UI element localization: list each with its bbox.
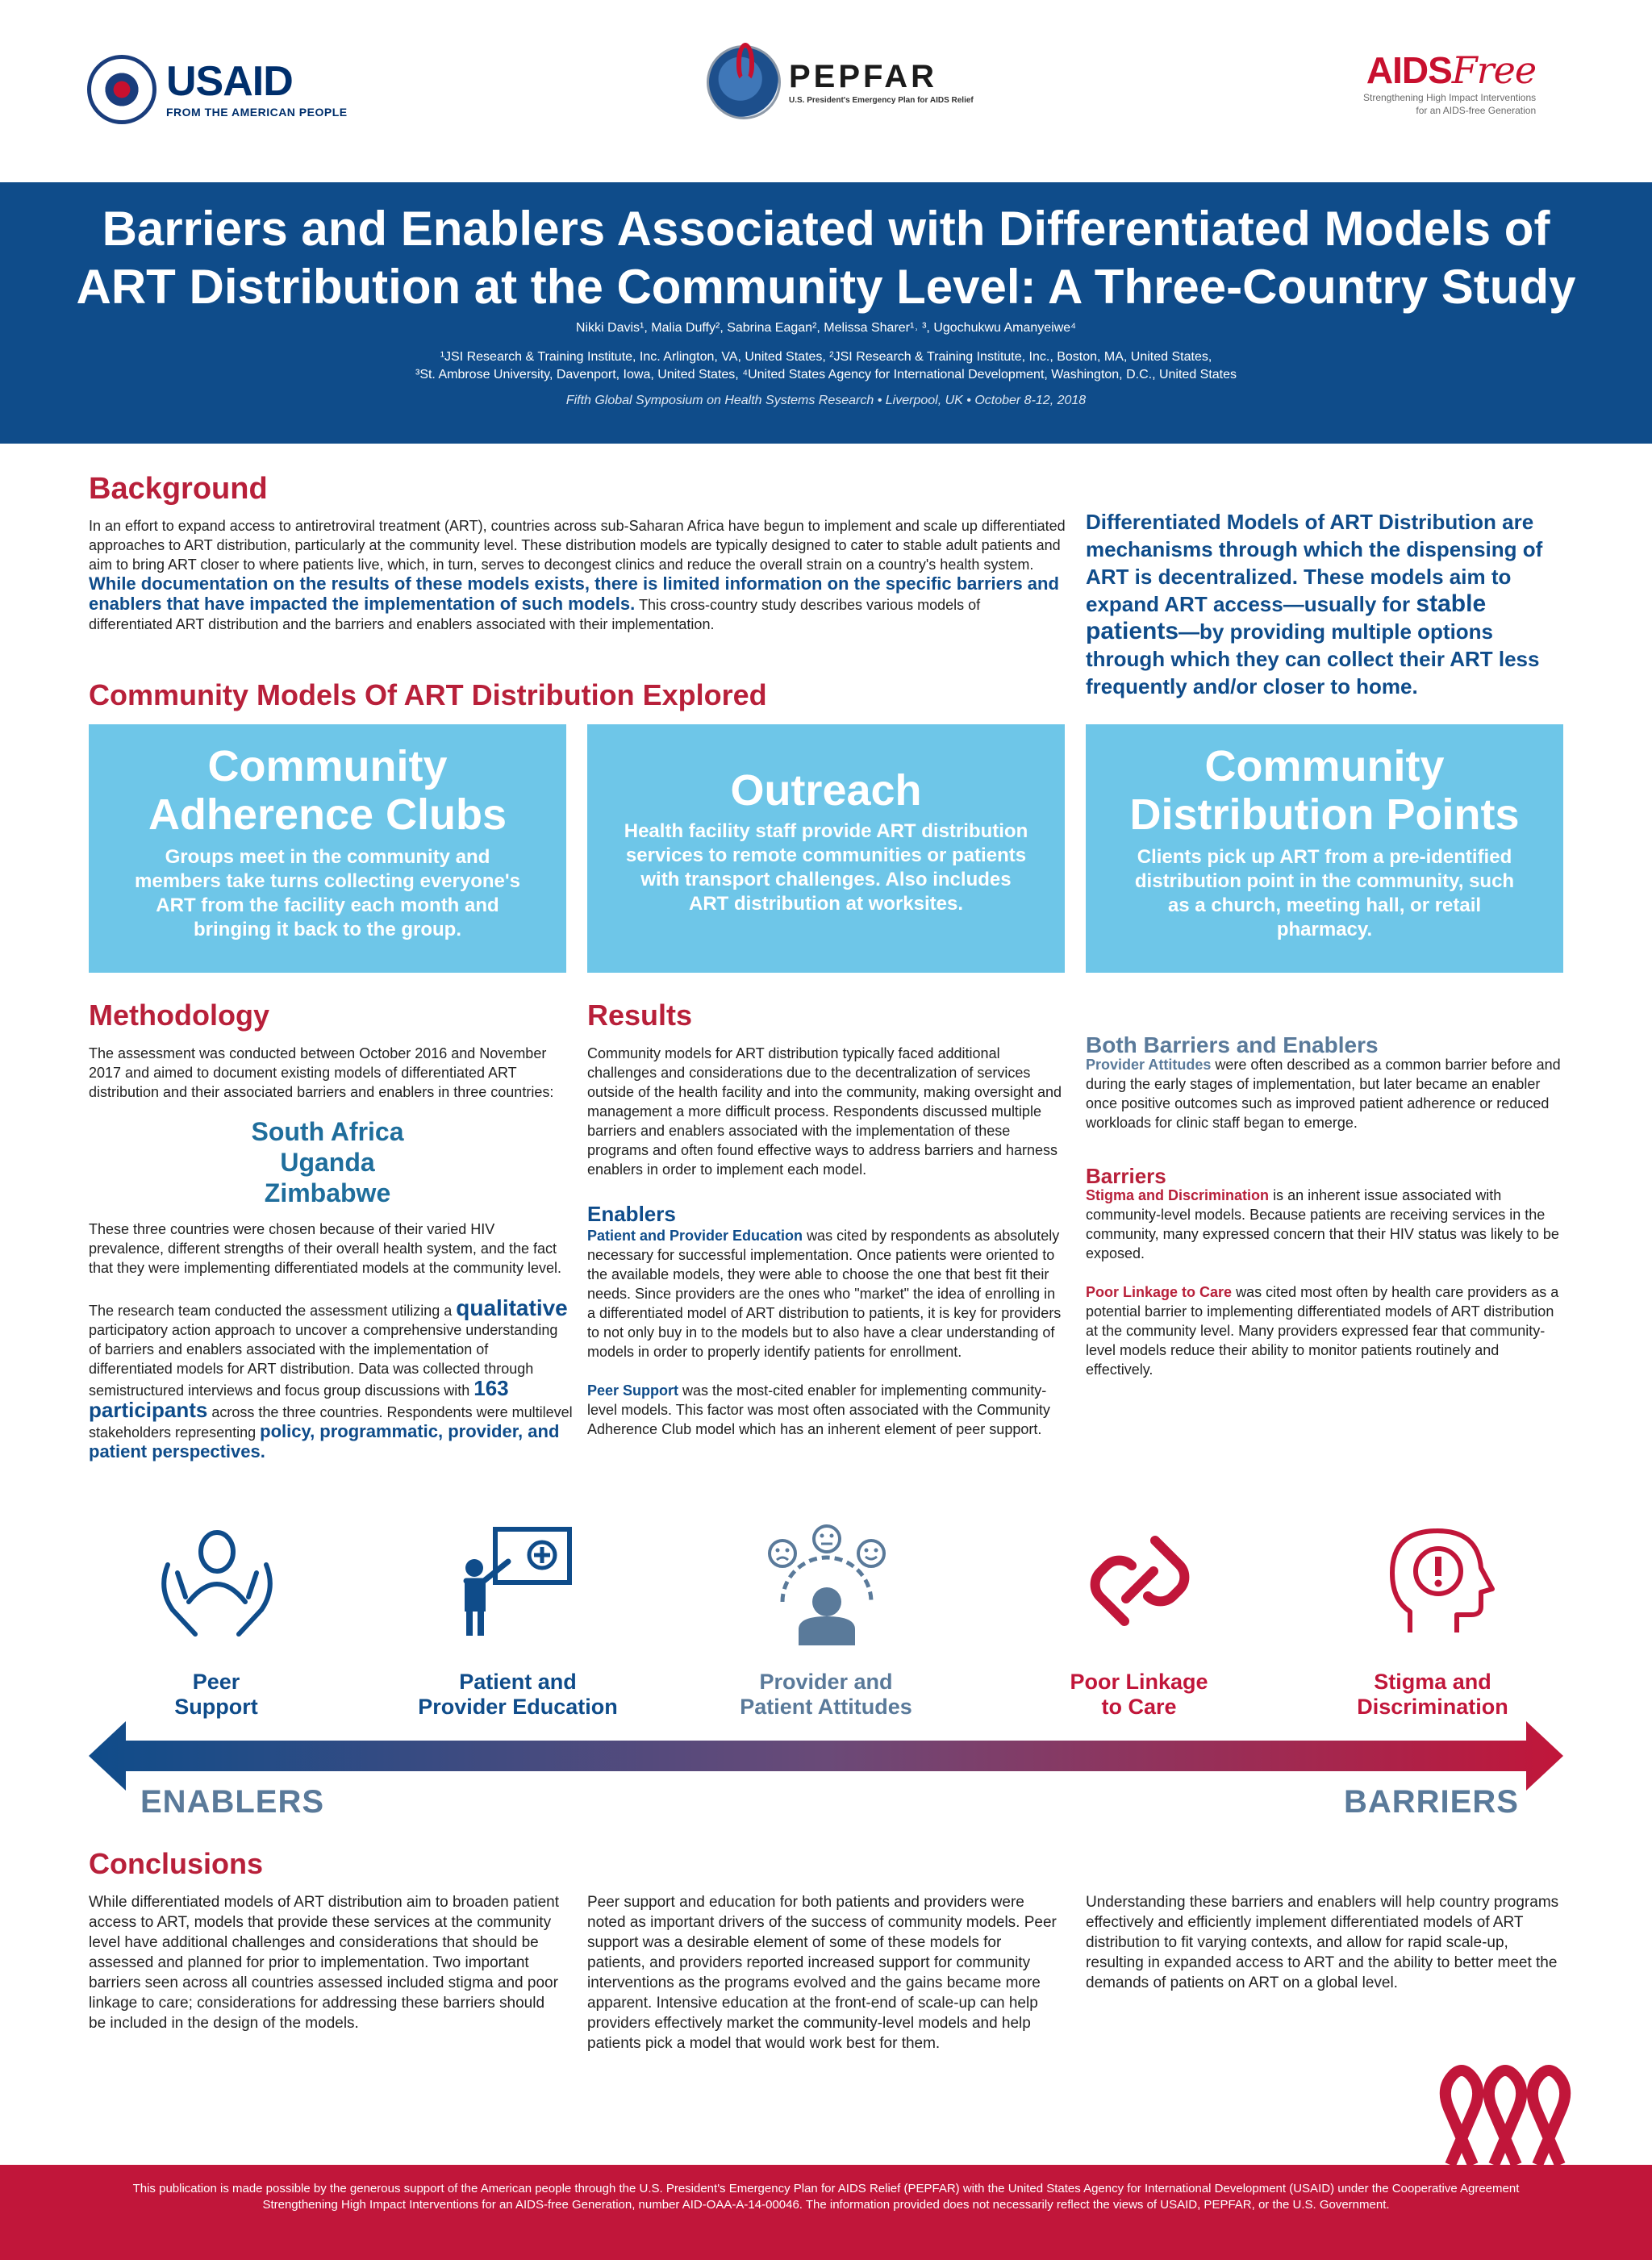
enablers-barriers-arrow [89,1721,1563,1791]
icon-label-attitudes [705,1670,947,1720]
country-south-africa: South Africa [251,1117,404,1146]
both-text: were often described as a common barrier before and during the early stages of implementation, but later became an enabler once positive outcomes such as improved patient adherence or reduced workloads for clinic staff began to emerge. [1086,1057,1561,1131]
enablers-block [587,1202,1063,1439]
model-title-line-2: Adherence Clubs [148,790,507,839]
model-title [89,742,566,839]
methodology-text-3c: across the three countries. Respondents were multilevel stakeholders representing [89,1404,573,1441]
background-text-a: In an effort to expand access to antiretroviral treatment (ART), countries across sub-Saharan Africa have begun to implement and scale up differentiated approaches to ART distribution, particularly at the community level. These distribution models are typically designed to cater to stable adult patients and aim to bring ART closer to where patients live, which, in turn, serves to decongest clinics and reduce the overall strain on a country's health system. [89,518,1066,573]
aidsfree-name-b: Free [1451,48,1537,92]
methodology-text-3 [89,1295,573,1462]
head-alert-icon [1362,1524,1515,1637]
title-line-2: ART Distribution at the Community Level: A Three-Country Study [76,260,1576,314]
perspectives-highlight: policy, programmatic, provider, and patient perspectives. [89,1421,560,1461]
affiliations [0,348,1652,384]
affiliation-line-2: ³St. Ambrose University, Davenport, Iowa, United States, ⁴United States Agency for International Development, Washington, D.C., United States [415,368,1237,382]
enabler-education-keyword: Patient and Provider Education [587,1228,803,1244]
funding-footer [0,2165,1652,2260]
barrier-stigma-keyword: Stigma and Discrimination [1086,1187,1270,1203]
icon-label-education [397,1670,639,1720]
icon-label-peer-support [95,1670,337,1720]
background-callout [1086,508,1570,700]
model-title-line-1: Community [1204,742,1445,790]
icon-label-line-1: Poor Linkage [1070,1670,1208,1694]
enabler-peer-support [587,1381,1063,1439]
icon-label-line-2: Discrimination [1357,1695,1508,1719]
methodology-text-2: These three countries were chosen because of their varied HIV prevalence, different strengths of their overall health system, and the fact that they were implementing differentiated models at the community level. [89,1221,561,1276]
both-provider-attitudes [1086,1055,1570,1132]
enabler-education [587,1226,1063,1361]
usaid-name: USAID [166,58,293,105]
poster-title [0,200,1652,316]
background-heading: Background [89,472,268,506]
conclusions-col-3: Understanding these barriers and enablers will help country programs effectively and efficiently implement differentiated models of ART distribution to fit varying contexts, and allow for rapid scale-up, resulting in expanded access to ART and the ability to better meet the demands of patients on ART on a global level. [1086,1894,1559,1991]
authors: Nikki Davis¹, Malia Duffy², Sabrina Eagan², Melissa Sharer¹˒ ³, Ugochukwu Amanyeiwe⁴ [575,321,1077,335]
conclusions-heading: Conclusions [89,1847,264,1880]
model-card-adherence-clubs [89,724,566,973]
model-card-distribution-points [1086,724,1563,973]
methodology-text-1: The assessment was conducted between October 2016 and November 2017 and aimed to document existing models of differentiated ART distribution and their associated barriers and enablers in three countries: [89,1045,554,1100]
model-card-outreach [587,724,1065,973]
footer-text: This publication is made possible by the generous support of the American people through the U.S. President's Emergency Plan for AIDS Relief (PEPFAR) with the United States Agency for International Development (USAID) under the Cooperative Agreement Strengthening High Impact Interventions for an AIDS-free Generation, number AID-OAA-A-14-00046. The information provided does not necessarily reflect the views of USAID, PEPFAR, or the U.S. Government. [132,2182,1520,2212]
icon-label-line-2: Patient Attitudes [740,1695,912,1719]
red-ribbons-icon [1420,2054,1597,2166]
barrier-linkage-keyword: Poor Linkage to Care [1086,1284,1233,1300]
pepfar-name: PEPFAR [789,58,938,94]
both-block [1086,1032,1570,1132]
usaid-seal-icon [87,55,156,124]
mood-gauge-icon [750,1524,903,1637]
country-zimbabwe: Zimbabwe [264,1178,391,1207]
peer-support-icon [140,1524,294,1637]
icon-label-line-1: Patient and [459,1670,577,1694]
model-title [1086,742,1563,839]
barrier-linkage-text: was cited most often by health care providers as a potential barrier to implementing differentiated models of ART distribution at the community level. Many providers expressed fear that community-level models reduce their ability to monitor patients routinely and effectively. [1086,1284,1559,1378]
results-intro: Community models for ART distribution typically faced additional challenges and considerations due to the decentralization of services outside of the health facility and into the community, making oversight and management a more difficult process. Respondents discussed multiple barriers and enablers associated with the implementation of these programs and often found effective ways to address barriers and harness enablers in order to implement each model. [587,1045,1062,1178]
participants-highlight: 163 participants [89,1376,509,1422]
logo-bar [0,0,1652,182]
models-heading: Community Models Of ART Distribution Explored [89,678,767,711]
enablers-label: ENABLERS [140,1784,325,1820]
country-uganda: Uganda [280,1148,375,1177]
icon-label-line-2: Provider Education [418,1695,618,1719]
model-description: Clients pick up ART from a pre-identified distribution point in the community, such as a church, meeting hall, or retail pharmacy. [1134,846,1515,940]
callout-highlight: stable patients [1086,590,1487,644]
pepfar-logo [707,45,974,119]
enabler-peer-text: was the most-cited enabler for implementing community-level models. This factor was most often associated with the Community Adherence Club model which has an inherent element of peer support. [587,1382,1050,1437]
usaid-tagline: FROM THE AMERICAN PEOPLE [166,106,348,119]
icon-label-line-1: Provider and [759,1670,893,1694]
model-title-line-1: Community [207,742,448,790]
model-title-line-2: Distribution Points [1129,790,1520,839]
conclusions-col-1: While differentiated models of ART distribution aim to broaden patient access to ART, models that provide these services at the community level have additional challenges and considerations that should be assessed and planned for prior to implementation. Two important barriers seen across all countries assessed included stigma and poor linkage to care; considerations for addressing these barriers should be included in the design of the models. [89,1894,560,2032]
barrier-stigma [1086,1186,1570,1263]
barrier-linkage [1086,1282,1570,1379]
enabler-education-text: was cited by respondents as absolutely necessary for successful implementation. Once patients were oriented to the available models, they were able to choose the one that best fit their needs. Since providers are the ones who "market" the idea of enrolling in a differentiated model of ART distribution to patients, it is key for providers to not only buy in to the models but to also have a clear understanding of models in order to properly identify patients for enrollment. [587,1228,1062,1360]
model-title: Outreach [730,766,922,815]
methodology-heading: Methodology [89,999,269,1032]
country-list [89,1116,566,1208]
conference-line: Fifth Global Symposium on Health Systems Research • Liverpool, UK • October 8-12, 2018 [565,394,1087,407]
callout-text-a: Differentiated Models of ART Distribution are mechanisms through which the dispensing of ART is decentralized. These models aim to expand ART access—usually for [1086,510,1543,616]
background-text [89,516,1066,634]
icon-label-line-2: Support [174,1695,258,1719]
icon-label-linkage [1018,1670,1260,1720]
red-ribbon-icon [736,43,754,81]
aidsfree-logo [1363,48,1537,117]
icon-label-stigma [1312,1670,1554,1720]
barriers-heading: Barriers [1086,1164,1166,1188]
results-heading: Results [587,999,693,1032]
title-line-1: Barriers and Enablers Associated with Differentiated Models of [102,202,1550,256]
enablers-heading: Enablers [587,1202,676,1226]
title-banner [0,182,1652,444]
barriers-label: BARRIERS [1344,1784,1519,1820]
aidsfree-tagline-2: for an AIDS-free Generation [1416,104,1537,116]
pepfar-tagline: U.S. President's Emergency Plan for AIDS Relief [789,95,974,105]
icon-label-line-1: Stigma and [1374,1670,1491,1694]
both-keyword: Provider Attitudes [1086,1057,1212,1073]
background-text-b: This cross-country study describes various models of differentiated ART distribution and the barriers and enablers associated with their implementation. [89,597,981,632]
icon-label-line-2: to Care [1101,1695,1177,1719]
aidsfree-name-a: AIDS [1366,49,1452,91]
enabler-peer-keyword: Peer Support [587,1382,679,1399]
pepfar-globe-icon [707,45,781,119]
broken-chain-icon [1063,1524,1216,1637]
model-description: Health facility staff provide ART distribution services to remote communities or patients with transport challenges. Also includes ART distribution at worksites. [624,820,1028,915]
teacher-board-icon [447,1524,600,1637]
aidsfree-tagline-1: Strengthening High Impact Interventions [1363,92,1537,103]
qualitative-highlight: qualitative [456,1295,568,1320]
conclusions-col-2: Peer support and education for both patients and providers were noted as important drivers of the success of community models. Peer support was a desirable element of some of these models for patients, and providers reported increased support for community interventions as the programs evolved and the gains became more apparent. Intensive education at the front-end of scale-up can help providers effectively market the community-level models and help patients pick a model that would work best for them. [587,1894,1057,2052]
background-highlight: While documentation on the results of these models exists, there is limited information on the specific barriers and enablers that have impacted the implementation of such models. [89,573,1059,614]
barrier-stigma-text: is an inherent issue associated with community-level models. Because patients are receiving services in the community, many expressed concern that their HIV status was likely to be exposed. [1086,1187,1559,1261]
model-description: Groups meet in the community and members take turns collecting everyone's ART from the facility each month and bringing it back to the group. [135,846,520,940]
icon-label-line-1: Peer [192,1670,240,1694]
usaid-logo [87,55,348,124]
affiliation-line-1: ¹JSI Research & Training Institute, Inc. Arlington, VA, United States, ²JSI Research & Training Institute, Inc., Boston, MA, United States, [440,350,1212,364]
callout-text-b: —by providing multiple options through which they can collect their ART less frequently and/or closer to home. [1086,619,1540,698]
methodology-text-3a: The research team conducted the assessment utilizing a [89,1303,453,1319]
both-heading: Both Barriers and Enablers [1086,1032,1379,1057]
barriers-block [1086,1166,1570,1379]
methodology-text-3b: participatory action approach to uncover a comprehensive understanding of barriers and enablers associated with the implementation of differentiated models for ART distribution. Data was collected through semistructured interviews and focus group discussions with [89,1322,558,1399]
